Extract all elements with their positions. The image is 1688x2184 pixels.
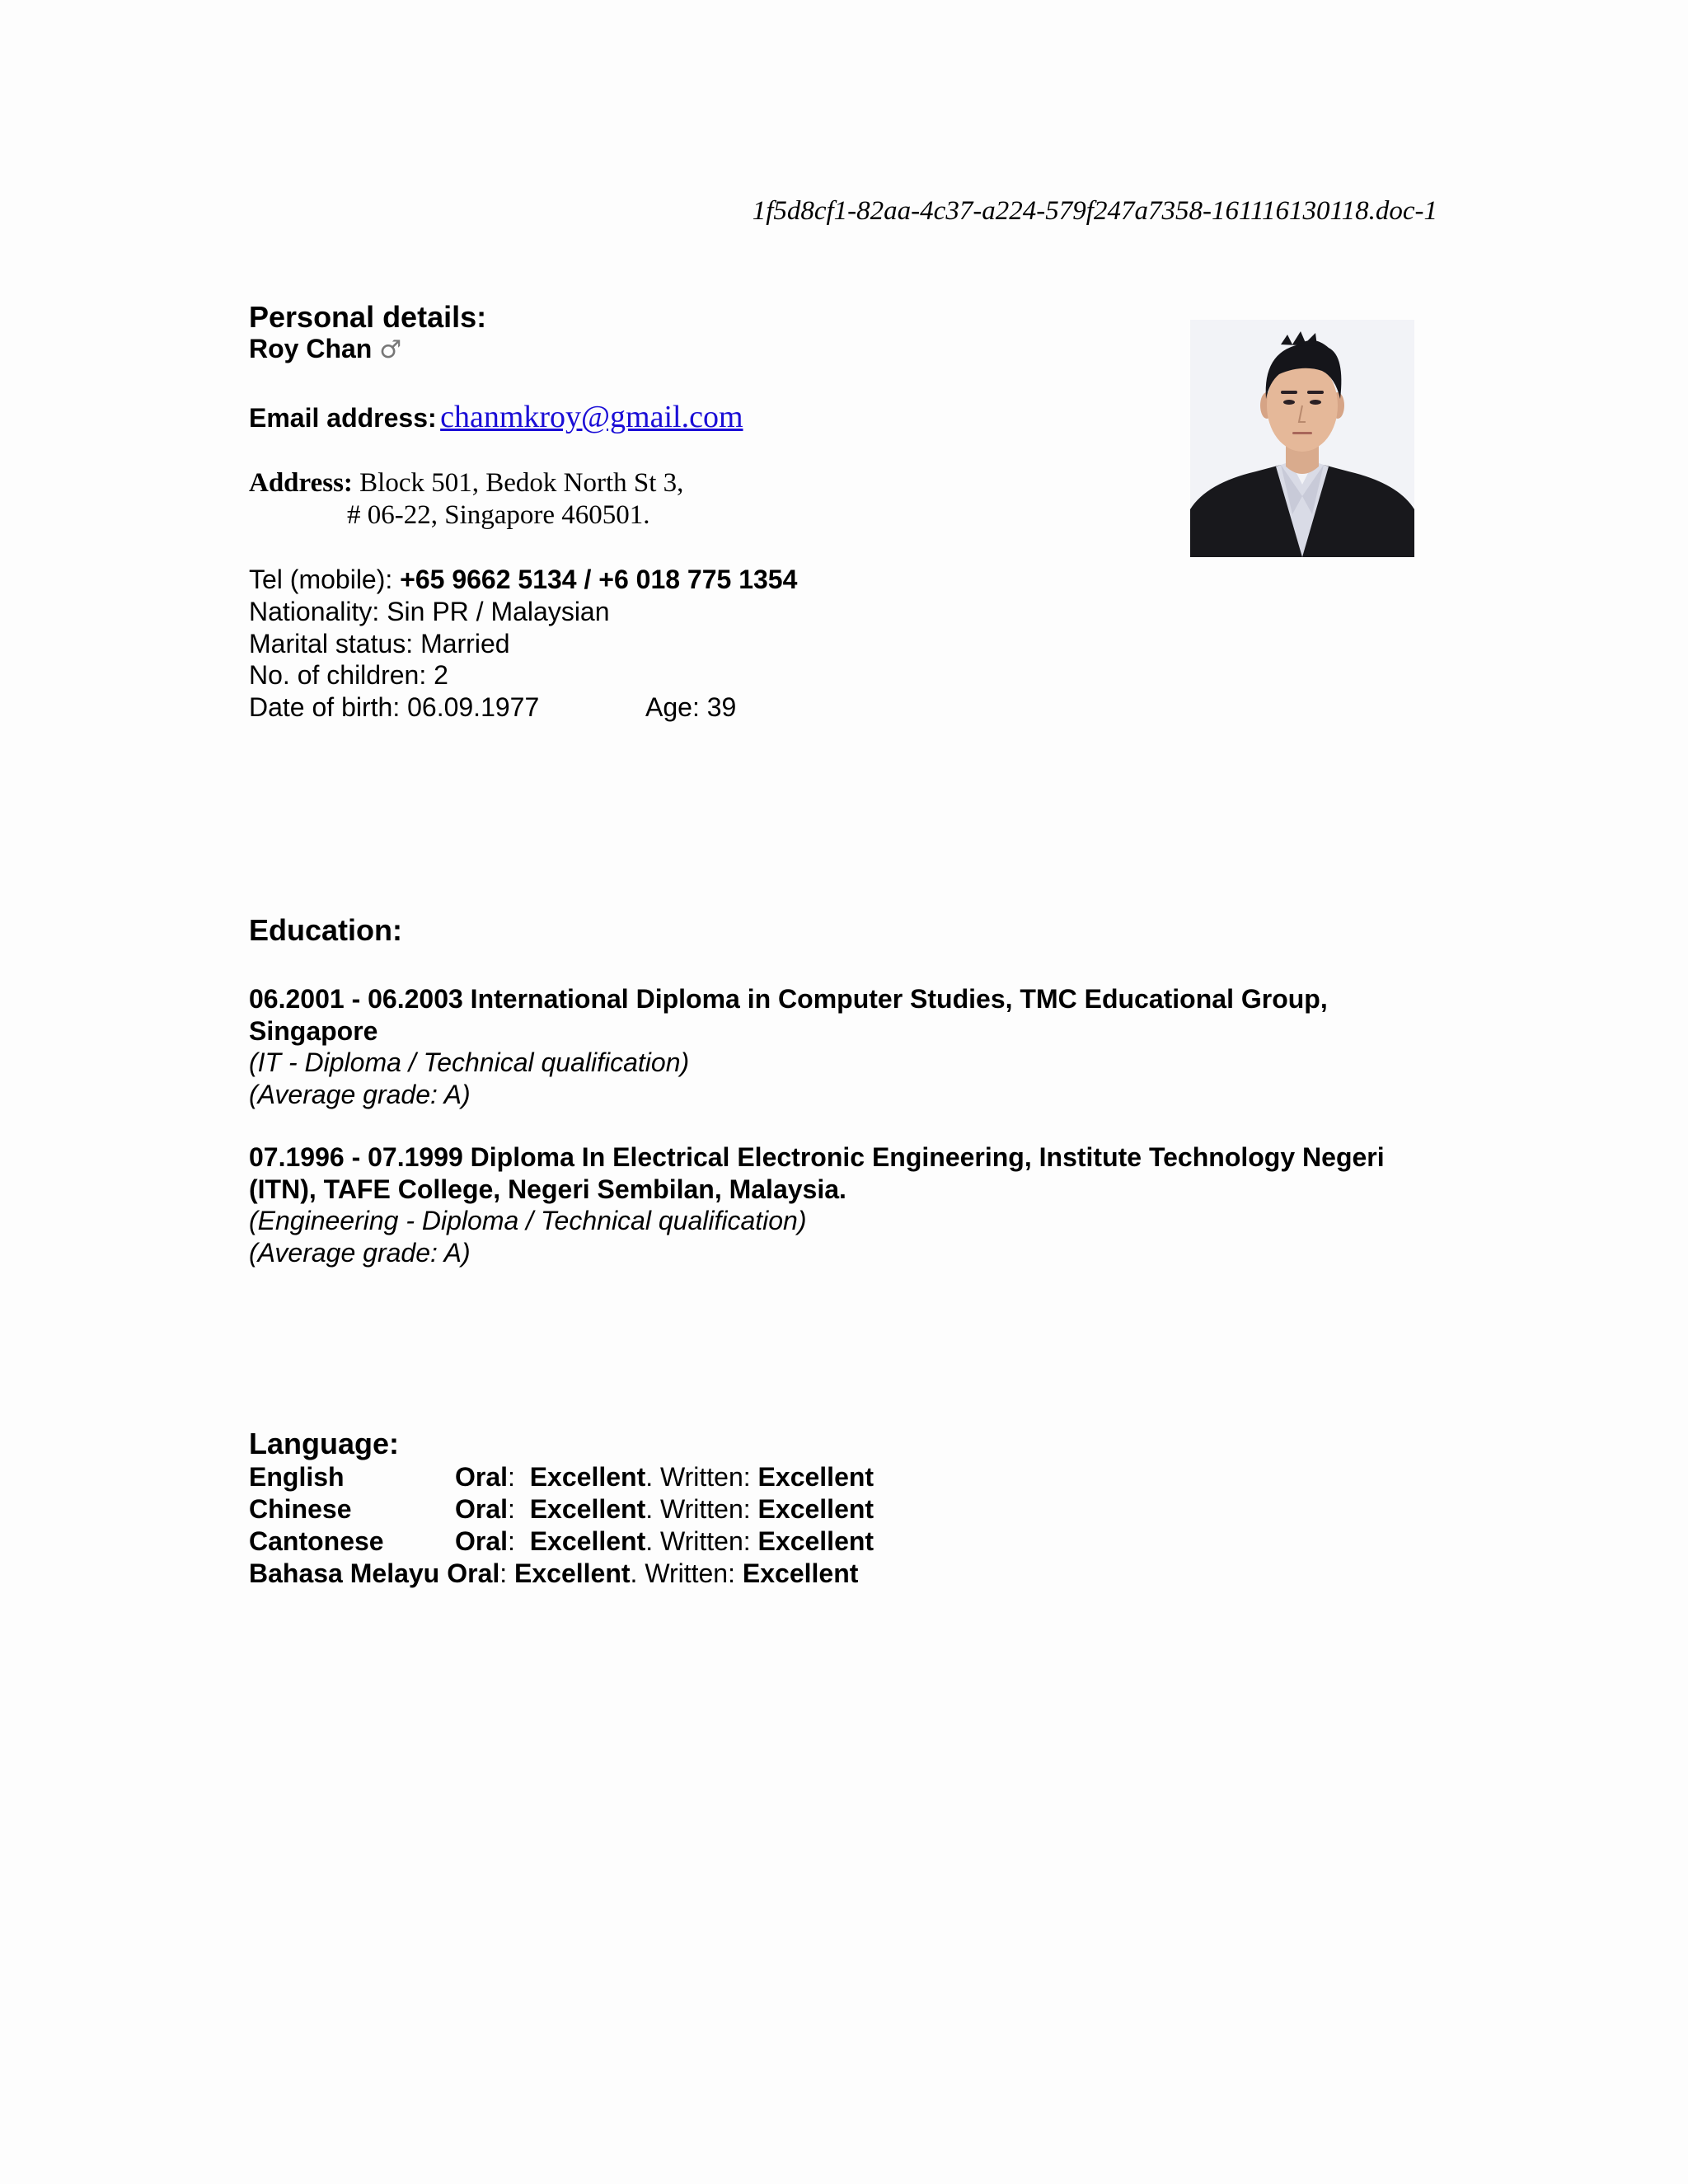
written-level: Excellent — [757, 1462, 874, 1492]
language-name: Cantonese — [249, 1526, 384, 1556]
nationality-line: Nationality: Sin PR / Malaysian — [249, 597, 610, 626]
education-entry-title: 06.2001 - 06.2003 International Diploma in Computer Studies, TMC Educational Group, Singapore — [249, 984, 1328, 1046]
written-level: Excellent — [757, 1494, 874, 1524]
marital-status-line: Marital status: Married — [249, 629, 510, 658]
tel-value: +65 9662 5134 / +6 018 775 1354 — [400, 565, 798, 594]
written-label: Written: — [660, 1494, 751, 1524]
written-level: Excellent — [742, 1558, 859, 1588]
personal-details-heading: Personal details: — [249, 300, 487, 334]
address-line-1 — [249, 468, 683, 499]
oral-level: Excellent — [514, 1558, 631, 1588]
tel-label: Tel (mobile): — [249, 565, 393, 594]
address-label: Address: — [249, 468, 353, 498]
email-link[interactable]: chanmkroy@gmail.com — [440, 400, 743, 434]
document-id: 1f5d8cf1-82aa-4c37-a224-579f247a7358-161116130118.doc-1 — [752, 196, 1437, 226]
oral-level: Excellent — [529, 1526, 646, 1556]
person-name: Roy Chan — [249, 334, 373, 363]
language-row: Chinese Oral: Excellent. Written: Excellent — [249, 1494, 874, 1524]
language-name: Chinese — [249, 1494, 352, 1524]
address-line-2: # 06-22, Singapore 460501. — [347, 500, 650, 530]
language-name: Bahasa Melayu — [249, 1558, 440, 1588]
language-row: Cantonese Oral: Excellent. Written: Excellent — [249, 1526, 874, 1556]
education-entry — [249, 983, 1452, 1110]
language-row: English Oral: Excellent. Written: Excellent — [249, 1462, 874, 1492]
language-name: English — [249, 1462, 345, 1492]
oral-label: Oral — [455, 1526, 509, 1556]
male-symbol-icon: ♂ — [379, 335, 402, 364]
written-level: Excellent — [757, 1526, 874, 1556]
portrait-image — [1190, 320, 1414, 557]
language-row: Bahasa Melayu Oral: Excellent. Written: Excellent — [249, 1558, 859, 1588]
tel-line — [249, 565, 797, 595]
education-entry-grade: (Average grade: A) — [249, 1079, 471, 1109]
education-entry-type: (Engineering - Diploma / Technical qualification) — [249, 1206, 807, 1235]
profile-photo — [1190, 320, 1414, 557]
email-line — [249, 399, 743, 435]
language-heading: Language: — [249, 1427, 400, 1460]
oral-label: Oral — [455, 1494, 509, 1524]
written-label: Written: — [660, 1462, 751, 1492]
oral-label: Oral — [447, 1558, 500, 1588]
oral-level: Excellent — [529, 1462, 646, 1492]
written-label: Written: — [645, 1558, 735, 1588]
written-label: Written: — [660, 1526, 751, 1556]
education-entry-type: (IT - Diploma / Technical qualification) — [249, 1047, 690, 1077]
education-entry-title: 07.1996 - 07.1999 Diploma In Electrical Electronic Engineering, Institute Technology Negeri (ITN), TAFE College, Negeri Sembilan, Malaysia. — [249, 1142, 1385, 1204]
address-value-1: Block 501, Bedok North St 3, — [359, 468, 684, 498]
children-line: No. of children: 2 — [249, 660, 448, 690]
education-entry-grade: (Average grade: A) — [249, 1237, 471, 1268]
oral-level: Excellent — [529, 1494, 646, 1524]
name-line — [249, 334, 401, 364]
education-heading: Education: — [249, 913, 402, 947]
email-label: Email address: — [249, 403, 437, 433]
dob-line: Date of birth: 06.09.1977 — [249, 692, 540, 722]
education-entry — [249, 1141, 1452, 1268]
age-line: Age: 39 — [645, 692, 737, 722]
oral-label: Oral — [455, 1462, 509, 1492]
